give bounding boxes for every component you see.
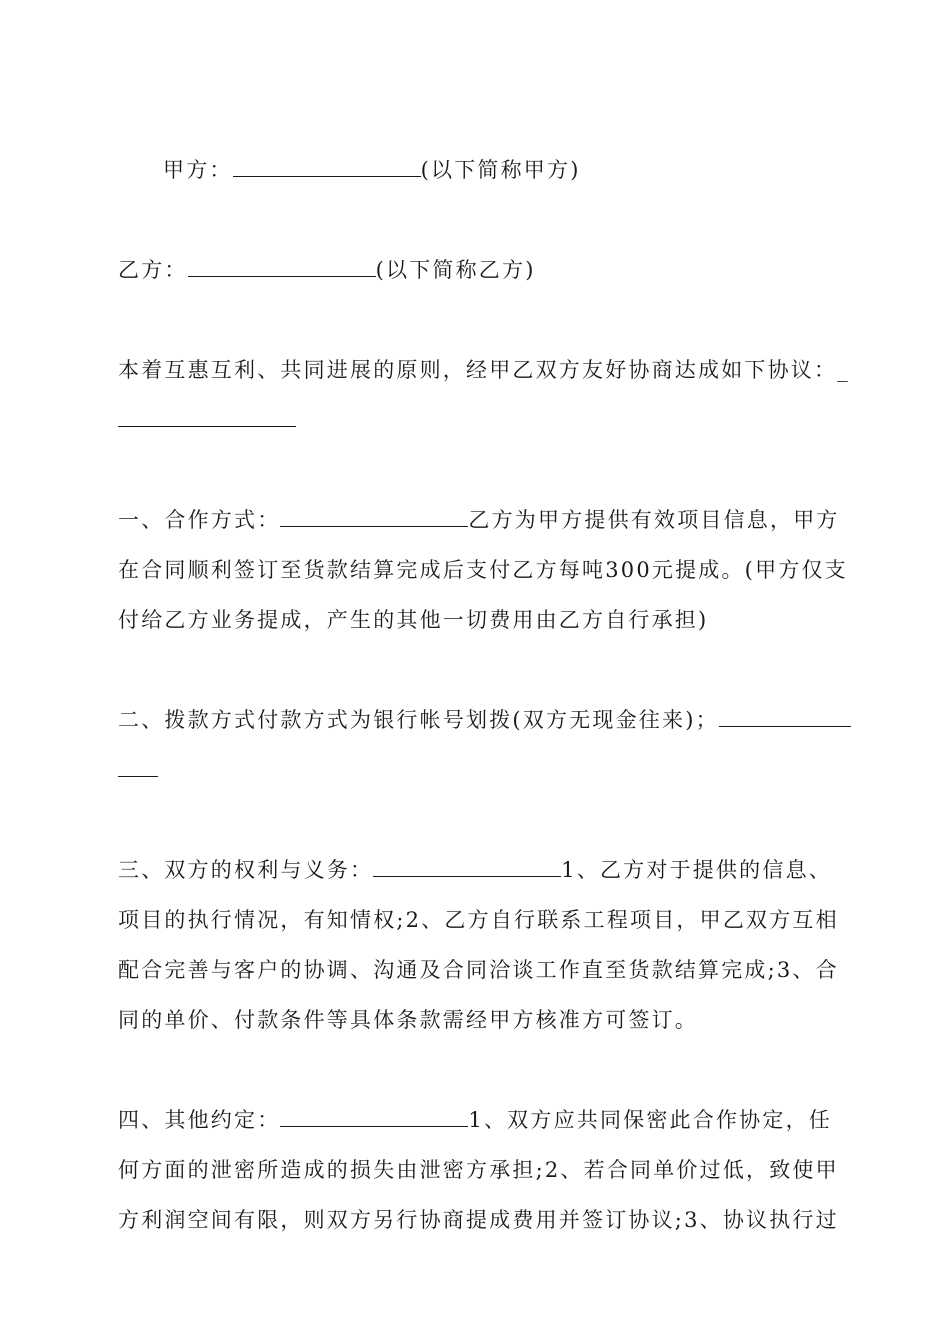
- section1-line1: [118, 507, 840, 533]
- section1-line2: [118, 557, 848, 583]
- section4-line3: [118, 1207, 839, 1233]
- section3-line1: [118, 857, 834, 883]
- section3-line2: [118, 907, 839, 933]
- section3-line4-text: 同的单价、付款条件等具体条款需经甲方核准方可签订。: [118, 1008, 698, 1032]
- section3-line4: [118, 1007, 834, 1033]
- section2-blank: [719, 708, 851, 727]
- party-b-suffix: (以下简称乙方): [375, 258, 536, 282]
- section3-line1-rest: 1、乙方对于提供的信息、: [561, 858, 832, 882]
- party-a-suffix: (以下简称甲方): [420, 158, 581, 182]
- party-b-label: 乙方：: [118, 258, 188, 282]
- section3-line3: [118, 957, 839, 983]
- section1-line2-text: 在合同顺利签订至货款结算完成后支付乙方每吨300元提成。(甲方仅支: [118, 558, 848, 582]
- section4-blank: [280, 1108, 468, 1127]
- section2-text: 二、拨款方式付款方式为银行帐号划拨(双方无现金往来)；: [118, 708, 719, 732]
- section3-line2-text: 项目的执行情况，有知情权;2、乙方自行联系工程项目，甲乙双方互相: [118, 908, 839, 932]
- section3-label: 三、双方的权利与义务：: [118, 858, 374, 882]
- preamble-text: 本着互惠互利、共同进展的原则，经甲乙双方友好协商达成如下协议：_: [118, 358, 850, 382]
- preamble-line: [118, 357, 850, 383]
- party-a-name-blank: [233, 158, 421, 177]
- party-a-line: [163, 157, 879, 183]
- section3-blank: [373, 858, 561, 877]
- section2-blank-continued: [118, 758, 158, 777]
- section1-label: 一、合作方式：: [118, 508, 281, 532]
- section4-label: 四、其他约定：: [118, 1108, 281, 1132]
- section2-line1: [118, 707, 834, 733]
- section4-line3-text: 方利润空间有限，则双方另行协商提成费用并签订协议;3、协议执行过: [118, 1208, 839, 1232]
- section4-line2-text: 何方面的泄密所造成的损失由泄密方承担;2、若合同单价过低，致使甲: [118, 1158, 839, 1182]
- party-a-label: 甲方：: [163, 158, 233, 182]
- section4-line2: [118, 1157, 839, 1183]
- section1-line1-rest: 乙方为甲方提供有效项目信息，甲方: [468, 508, 840, 532]
- section3-line3-text: 配合完善与客户的协调、沟通及合同洽谈工作直至货款结算完成;3、合: [118, 958, 839, 982]
- section4-line1: [118, 1107, 834, 1133]
- preamble-blank: [118, 408, 296, 427]
- section1-blank: [280, 508, 468, 527]
- party-b-name-blank: [188, 258, 376, 277]
- section1-line3: [118, 607, 834, 633]
- party-b-line: [118, 257, 834, 283]
- preamble-line-2: [118, 407, 834, 433]
- section1-line3-text: 付给乙方业务提成，产生的其他一切费用由乙方自行承担): [118, 608, 709, 632]
- section2-line2: [118, 757, 834, 783]
- section4-line1-rest: 1、双方应共同保密此合作协定，任: [468, 1108, 832, 1132]
